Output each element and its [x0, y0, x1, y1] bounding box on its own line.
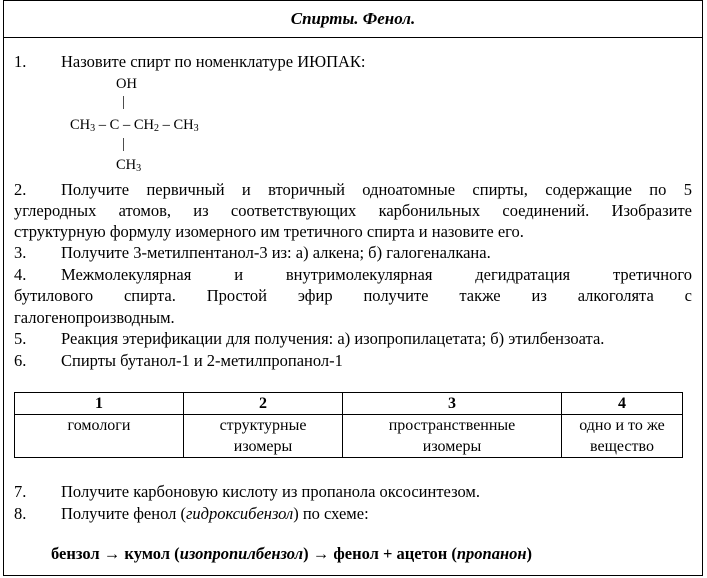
- table-cell-spatial: [343, 415, 562, 458]
- question-7-text: Получите карбоновую кислоту из пропанола оксосинтезом.: [61, 482, 481, 501]
- table-cell-structural: [184, 415, 343, 458]
- question-2-text-1: Получите первичный и вторичный одноатомные спирты, содержащие по 5: [61, 180, 692, 199]
- scheme-part-1: бензол → кумол (: [51, 544, 180, 563]
- table-header-row: [15, 393, 683, 415]
- chain-left-sub: 3: [90, 123, 96, 134]
- page-title: Спирты. Фенол.: [4, 1, 702, 38]
- question-7: [14, 481, 692, 502]
- question-5-number: 5.: [14, 329, 27, 348]
- question-3: [14, 242, 692, 263]
- chain-right: – CH: [158, 117, 194, 133]
- question-4-line-2: бутилового спирта. Простой эфир получите также из алкоголята с: [14, 286, 692, 305]
- cell-line: структурные: [219, 417, 307, 434]
- chain-mid-sub: 2: [153, 123, 159, 134]
- question-1: [14, 51, 692, 72]
- cell-line: гомологи: [67, 417, 131, 434]
- question-8: [14, 503, 692, 524]
- table-header-4: 4: [562, 393, 683, 415]
- table-cell-same: [562, 415, 683, 458]
- question-8-text-before: Получите фенол (: [61, 504, 186, 523]
- question-8-text-italic: гидроксибензол: [185, 504, 294, 523]
- scheme-part-3: ): [526, 544, 533, 563]
- chain-right-sub: 3: [193, 123, 199, 134]
- formula-chain: [70, 117, 199, 134]
- cell-line: пространственные: [388, 417, 516, 434]
- table-header-3: 3: [343, 393, 562, 415]
- question-8-number: 8.: [14, 504, 27, 523]
- chain-left: CH: [70, 117, 91, 133]
- cell-line: изомеры: [422, 438, 482, 455]
- scheme-italic-1: изопропилбензол: [179, 544, 304, 563]
- question-4-line-1: [14, 264, 692, 285]
- chain-mid: – C – CH: [95, 117, 154, 133]
- question-2-line-3: структурную формулу изомерного им третичного спирта и назовите его.: [14, 222, 524, 241]
- bottom-sub: 3: [136, 163, 142, 174]
- cell-line: изомеры: [233, 438, 293, 455]
- isomer-table: [14, 392, 683, 458]
- question-6: [14, 350, 692, 371]
- scheme-part-2: ) → фенол + ацетон (: [303, 544, 457, 563]
- question-3-text: Получите 3-метилпентанол-3 из: а) алкена; б) галогеналкана.: [61, 243, 491, 262]
- scheme-italic-2: пропанон: [456, 544, 527, 563]
- question-3-number: 3.: [14, 243, 27, 262]
- formula-bottom: [116, 157, 141, 174]
- question-5: [14, 328, 692, 349]
- table-cell-homologs: [15, 415, 184, 458]
- question-4-line-3: галогенопроизводным.: [14, 308, 175, 327]
- question-8-text-after: ) по схеме:: [293, 504, 369, 523]
- question-1-number: 1.: [14, 52, 27, 71]
- table-header-2: 2: [184, 393, 343, 415]
- cell-line: вещество: [590, 438, 654, 455]
- question-4-number: 4.: [14, 265, 27, 284]
- formula-oh: OH: [116, 76, 137, 92]
- table-header-1: 1: [15, 393, 184, 415]
- question-6-text: Спирты бутанол-1 и 2-метилпропанол-1: [61, 351, 343, 370]
- formula-bond-up: |: [122, 94, 125, 110]
- document-frame: [3, 0, 703, 576]
- cell-line: [19, 436, 179, 457]
- question-6-number: 6.: [14, 351, 27, 370]
- cell-line: одно и то же: [579, 417, 665, 434]
- question-2-line-2: углеродных атомов, из соответствующих карбонильных соединений. Изобразите: [14, 201, 692, 220]
- bottom-ch: CH: [116, 157, 137, 173]
- question-2-number: 2.: [14, 180, 27, 199]
- question-2-line-1: [14, 179, 692, 200]
- question-5-text: Реакция этерификации для получения: а) изопропилацетата; б) этилбензоата.: [61, 329, 605, 348]
- table-row: [15, 415, 683, 458]
- formula-bond-down: |: [122, 136, 125, 152]
- question-4-text-1: Межмолекулярная и внутримолекулярная дегидратация третичного: [61, 265, 692, 284]
- question-1-text: Назовите спирт по номенклатуре ИЮПАК:: [61, 52, 366, 71]
- reaction-scheme: [51, 544, 532, 564]
- question-7-number: 7.: [14, 482, 27, 501]
